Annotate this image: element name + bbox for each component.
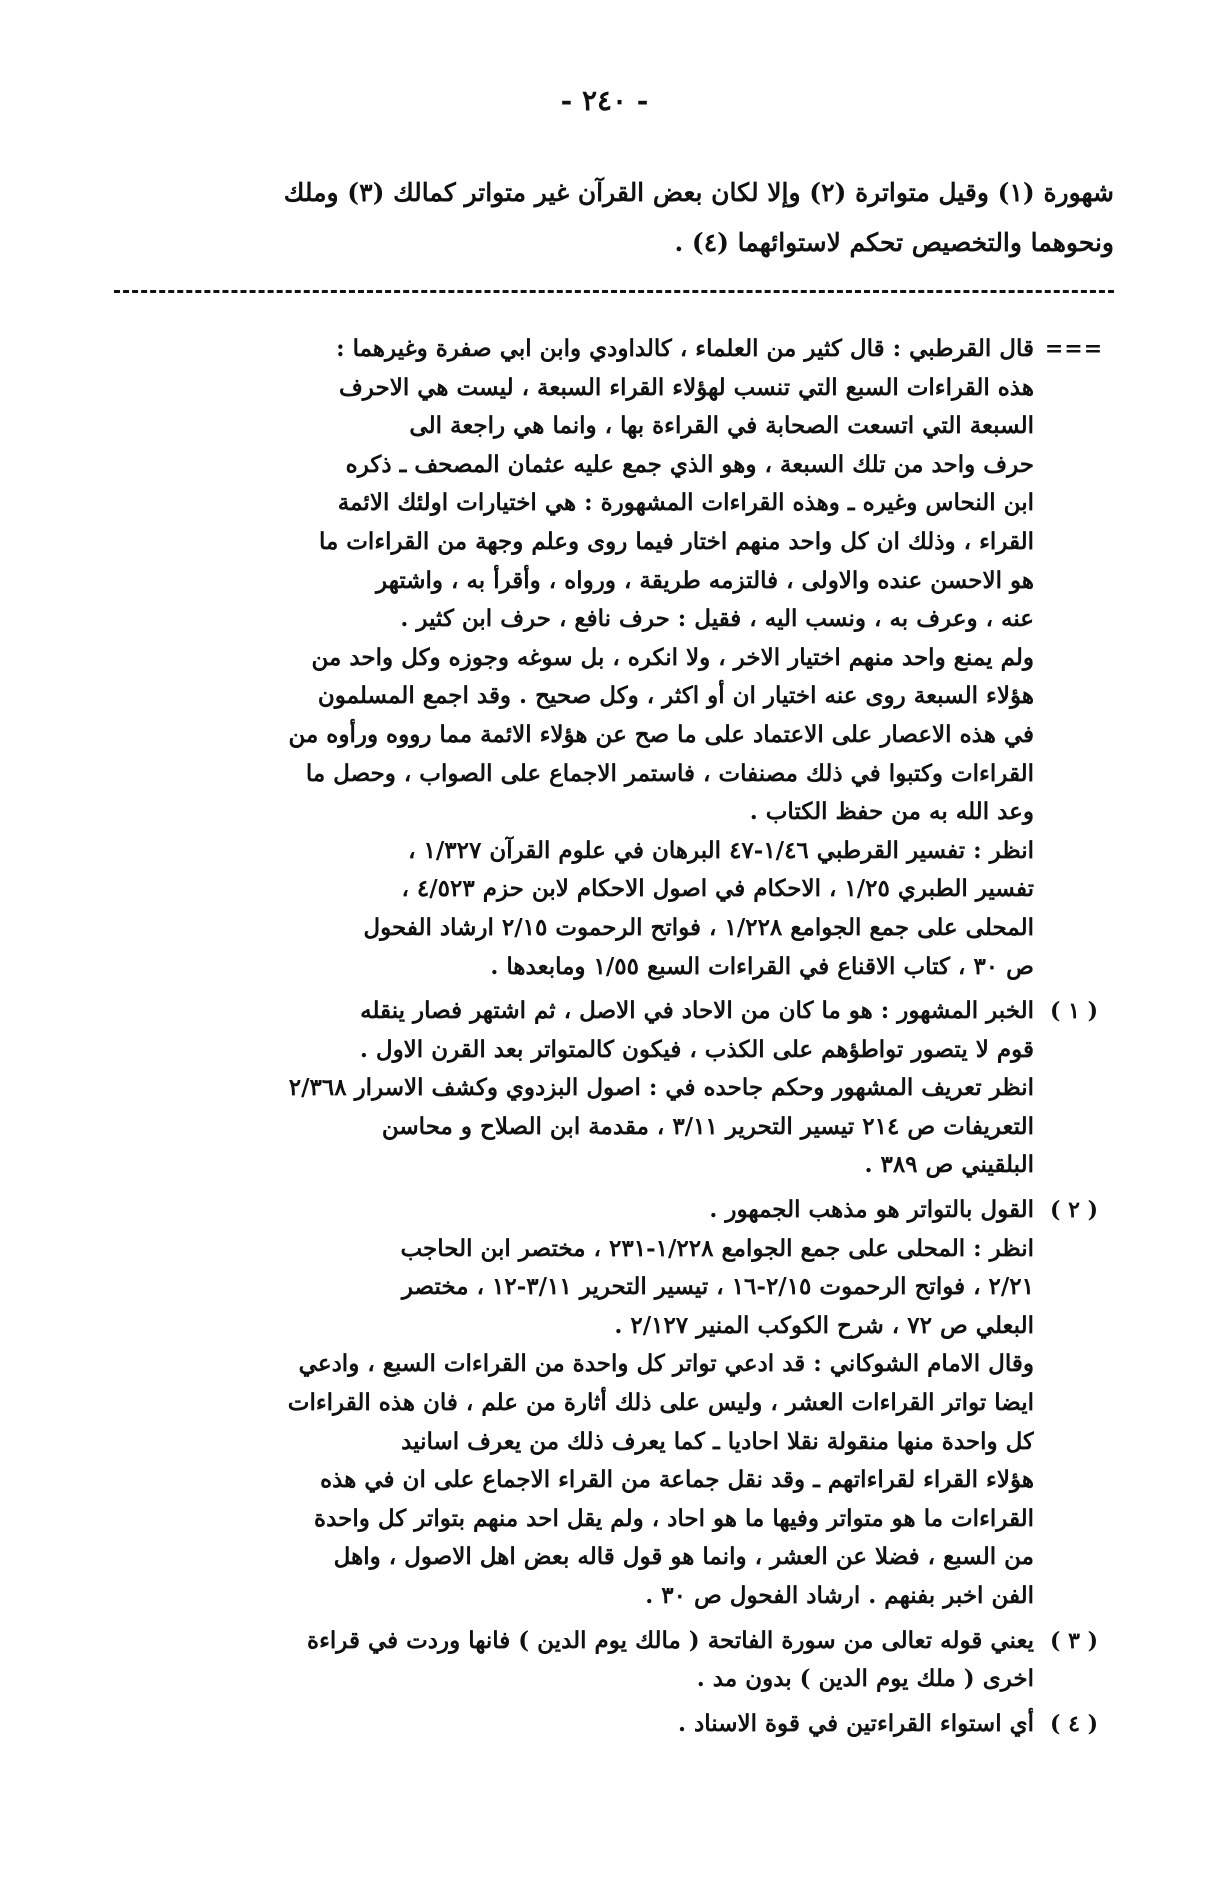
footnote-line: في هذه الاعصار على الاعتماد على ما صح عن هؤلاء الائمة مما رووه ورأوه من — [288, 720, 1034, 748]
footnote-marker: ( ١ ) — [1050, 998, 1098, 1025]
footnote-body — [74, 330, 1034, 986]
footnote-line: البلقيني ص ٣٨٩ . — [864, 1151, 1034, 1179]
footnote-line: ابن النحاس وغيره ـ وهذه القراءات المشهورة : هي اختيارات اولئك الائمة — [337, 489, 1034, 517]
main-text — [114, 168, 1114, 268]
footnote-line: القراءات وكتبوا في ذلك مصنفات ، فاستمر الاجماع على الصواب ، وحصل ما — [305, 759, 1034, 787]
footnote — [74, 992, 1114, 1185]
footnote-line: ص ٣٠ ، كتاب الاقناع في القراءات السبع ١/٥٥ ومابعدها . — [490, 952, 1034, 980]
footnote-line: هو الاحسن عنده والاولى ، فالتزمه طريقة ، ورواه ، وأقرأ به ، واشتهر — [376, 566, 1034, 594]
footnote — [74, 1705, 1114, 1744]
footnote-line: ولم يمنع واحد منهم اختيار الاخر ، ولا انكره ، بل سوغه وجوزه وكل واحد من — [311, 643, 1034, 671]
footnote-marker: ( ٣ ) — [1050, 1627, 1098, 1654]
footnote-line: اخرى ( ملك يوم الدين ) بدون مد . — [696, 1665, 1034, 1693]
footnote — [74, 1191, 1114, 1616]
footnote-line: تفسير الطبري ١/٢٥ ، الاحكام في اصول الاحكام لابن حزم ٤/٥٢٣ ، — [401, 875, 1034, 903]
footnote-line: المحلى على جمع الجوامع ١/٢٢٨ ، فواتح الرحموت ٢/١٥ ارشاد الفحول — [363, 913, 1034, 941]
footnote-body — [74, 1191, 1034, 1616]
footnote-line: ايضا تواتر القراءات العشر ، وليس على ذلك أثارة من علم ، فان هذه القراءات — [287, 1389, 1034, 1417]
footnote-line: التعريفات ص ٢١٤ تيسير التحرير ٣/١١ ، مقدمة ابن الصلاح و محاسن — [381, 1112, 1034, 1140]
footnote-line: الخبر المشهور : هو ما كان من الاحاد في الاصل ، ثم اشتهر فصار ينقله — [360, 997, 1034, 1025]
footnote-line: عنه ، وعرف به ، ونسب اليه ، فقيل : حرف نافع ، حرف ابن كثير . — [400, 605, 1034, 633]
footnote-line: قال القرطبي : قال كثير من العلماء ، كالداودي وابن ابي صفرة وغيرهما : — [336, 335, 1034, 362]
footnote-line: القراءات ما هو متواتر وفيها ما هو احاد ، ولم يقل احد منهم بتواتر كل واحدة — [314, 1504, 1034, 1532]
footnote-line: قوم لا يتصور تواطؤهم على الكذب ، فيكون كالمتواتر بعد القرن الاول . — [359, 1035, 1034, 1063]
footnote-line: البعلي ص ٧٢ ، شرح الكوكب المنير ٢/١٢٧ . — [614, 1311, 1034, 1339]
footnote-line: حرف واحد من تلك السبعة ، وهو الذي جمع عليه عثمان المصحف ـ ذكره — [345, 450, 1034, 478]
page-number: - ٢٤٠ - — [560, 84, 649, 117]
footnote — [74, 330, 1114, 986]
main-text-line: ونحوهما والتخصيص تحكم لاستوائهما (٤) . — [674, 228, 1114, 257]
footnote-line: انظر تعريف المشهور وحكم جاحده في : اصول البزدوي وكشف الاسرار ٢/٣٦٨ — [288, 1074, 1034, 1102]
footnotes — [74, 330, 1114, 1749]
footnote-line: هذه القراءات السبع التي تنسب لهؤلاء القراء السبعة ، ليست هي الاحرف — [338, 373, 1034, 401]
footnote-body — [74, 1705, 1034, 1744]
footnote-line: من السبع ، فضلا عن العشر ، وانما هو قول قاله بعض اهل الاصول ، واهل — [333, 1543, 1034, 1571]
footnote-line: وعد الله به من حفظ الكتاب . — [749, 798, 1034, 826]
footnote-line: أي استواء القراءتين في قوة الاسناد . — [678, 1709, 1034, 1737]
footnote-line: هؤلاء السبعة روى عنه اختيار ان أو اكثر ، وكل صحيح . وقد اجمع المسلمون — [317, 682, 1034, 710]
footnote-line: الفن اخبر بفنهم . ارشاد الفحول ص ٣٠ . — [645, 1582, 1034, 1609]
footnote-line: انظر : تفسير القرطبي ١/٤٦-٤٧ البرهان في علوم القرآن ١/٣٢٧ ، — [408, 836, 1034, 864]
footnote-marker: ( ٤ ) — [1050, 1710, 1098, 1737]
footnote-line: وقال الامام الشوكاني : قد ادعي تواتر كل واحدة من القراءات السبع ، وادعي — [298, 1350, 1034, 1378]
footnote-line: القراء ، وذلك ان كل واحد منهم اختار فيما روى وعلم وجهة من القراءات ما — [318, 527, 1034, 555]
footnote — [74, 1622, 1114, 1699]
footnote-line: كل واحدة منها منقولة نقلا احاديا ـ كما يعرف ذلك من يعرف اسانيد — [401, 1427, 1034, 1455]
main-text-line: شهورة (١) وقيل متواترة (٢) وإلا لكان بعض القرآن غير متواتر كمالك (٣) وملك — [283, 178, 1114, 207]
footnote-body — [74, 1622, 1034, 1699]
footnote-line: يعني قوله تعالى من سورة الفاتحة ( مالك يوم الدين ) فانها وردت في قراءة — [307, 1626, 1034, 1654]
footnote-line: القول بالتواتر هو مذهب الجمهور . — [709, 1196, 1034, 1224]
footnote-body — [74, 992, 1034, 1185]
footnote-marker: ( ٢ ) — [1050, 1197, 1098, 1224]
footnote-line: هؤلاء القراء لقراءاتهم ـ وقد نقل جماعة من القراء الاجماع على ان في هذه — [320, 1466, 1034, 1494]
footnote-line: السبعة التي اتسعت الصحابة في القراءة بها ، وانما هي راجعة الى — [409, 412, 1034, 440]
footnote-separator — [114, 290, 1114, 293]
footnote-line: ٢/٢١ ، فواتح الرحموت ٢/١٥-١٦ ، تيسير التحرير ٣/١١-١٢ ، مختصر — [401, 1273, 1034, 1301]
footnote-line: انظر : المحلى على جمع الجوامع ١/٢٢٨-٢٣١ ، مختصر ابن الحاجب — [400, 1234, 1034, 1262]
footnote-marker: === — [1044, 336, 1104, 362]
